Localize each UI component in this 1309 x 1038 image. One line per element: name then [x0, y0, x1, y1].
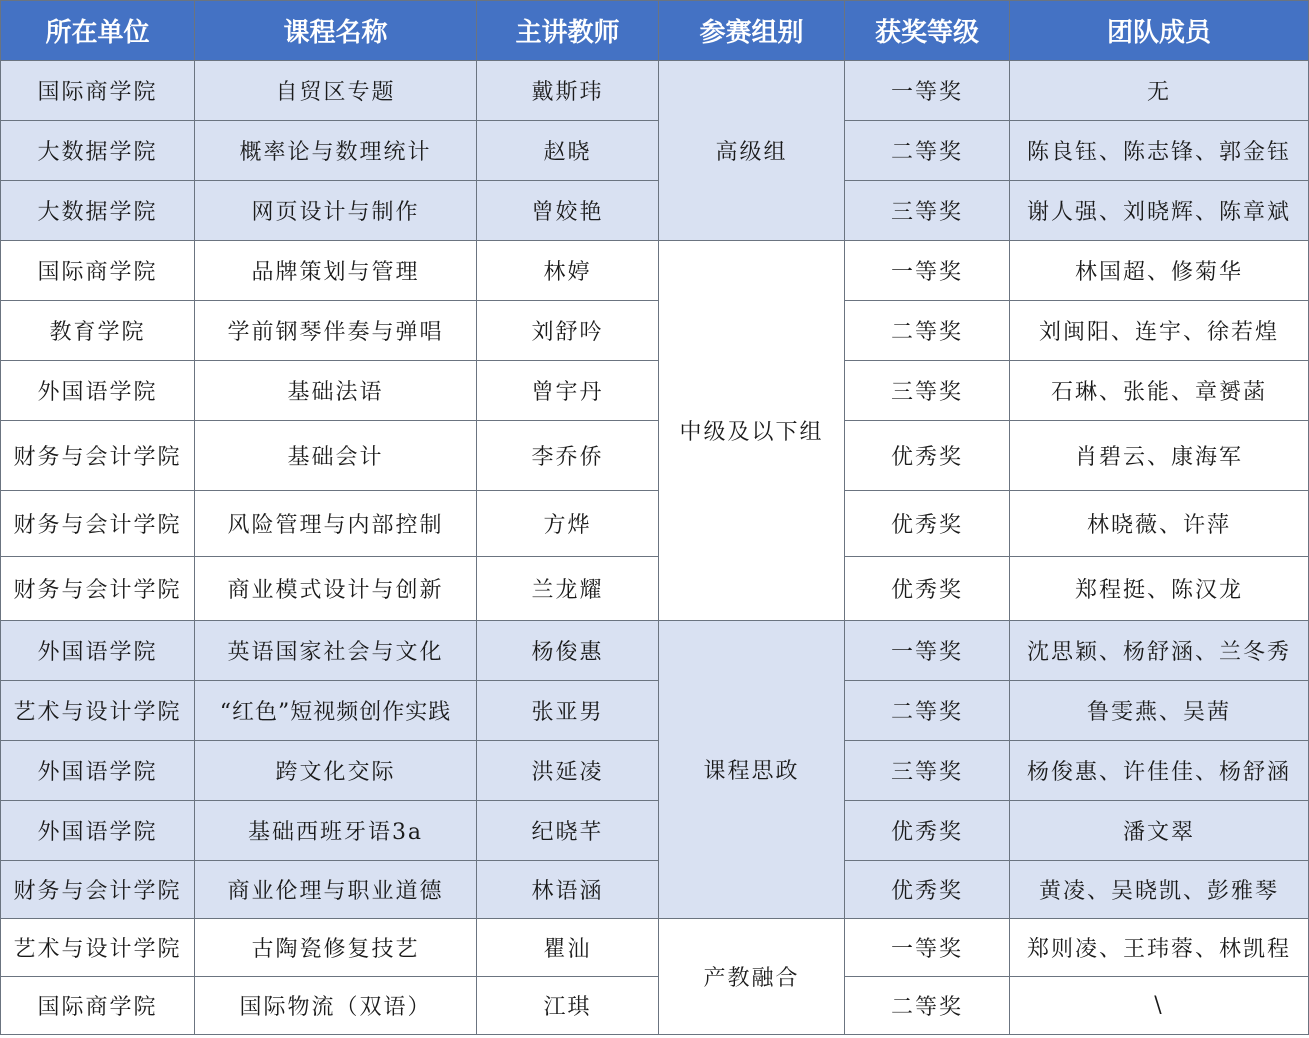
table-row: [1, 61, 1309, 121]
cell-unit: 财务与会计学院: [1, 861, 195, 919]
cell-course: 网页设计与制作: [195, 181, 477, 241]
cell-level: 三等奖: [845, 181, 1010, 241]
cell-course: 基础法语: [195, 361, 477, 421]
header-row: [1, 1, 1309, 61]
cell-unit: 国际商学院: [1, 241, 195, 301]
header-unit: 所在单位: [1, 1, 195, 61]
cell-team: 谢人强、刘晓辉、陈章斌: [1010, 181, 1309, 241]
cell-unit: 教育学院: [1, 301, 195, 361]
cell-level: 一等奖: [845, 241, 1010, 301]
cell-level: 二等奖: [845, 121, 1010, 181]
cell-team: 无: [1010, 61, 1309, 121]
cell-course: 基础西班牙语3a: [195, 801, 477, 861]
cell-course: 风险管理与内部控制: [195, 491, 477, 557]
cell-unit: 外国语学院: [1, 741, 195, 801]
cell-unit: 国际商学院: [1, 61, 195, 121]
cell-course: 基础会计: [195, 421, 477, 491]
cell-group: 高级组: [659, 61, 845, 241]
cell-unit: 大数据学院: [1, 181, 195, 241]
header-group: 参赛组别: [659, 1, 845, 61]
cell-course: 品牌策划与管理: [195, 241, 477, 301]
table-row: [1, 681, 1309, 741]
cell-unit: 艺术与设计学院: [1, 681, 195, 741]
cell-teacher: 瞿汕: [477, 919, 659, 977]
cell-unit: 外国语学院: [1, 361, 195, 421]
header-teacher: 主讲教师: [477, 1, 659, 61]
cell-course: 古陶瓷修复技艺: [195, 919, 477, 977]
cell-unit: 财务与会计学院: [1, 557, 195, 621]
header-level: 获奖等级: [845, 1, 1010, 61]
table-row: [1, 301, 1309, 361]
cell-team: 黄凌、吴晓凯、彭雅琴: [1010, 861, 1309, 919]
cell-teacher: 赵晓: [477, 121, 659, 181]
cell-unit: 财务与会计学院: [1, 491, 195, 557]
cell-level: 优秀奖: [845, 801, 1010, 861]
cell-team: 刘闽阳、连宇、徐若煌: [1010, 301, 1309, 361]
table-row: [1, 361, 1309, 421]
cell-level: 二等奖: [845, 681, 1010, 741]
cell-course: 概率论与数理统计: [195, 121, 477, 181]
cell-course: 商业伦理与职业道德: [195, 861, 477, 919]
cell-team: \: [1010, 977, 1309, 1035]
cell-team: 林晓薇、许萍: [1010, 491, 1309, 557]
cell-unit: 国际商学院: [1, 977, 195, 1035]
table-row: [1, 621, 1309, 681]
table-row: [1, 241, 1309, 301]
cell-team: 杨俊惠、许佳佳、杨舒涵: [1010, 741, 1309, 801]
cell-level: 优秀奖: [845, 861, 1010, 919]
cell-teacher: 林语涵: [477, 861, 659, 919]
cell-team: 郑程挺、陈汉龙: [1010, 557, 1309, 621]
cell-team: 陈良钰、陈志锋、郭金钰: [1010, 121, 1309, 181]
header-course: 课程名称: [195, 1, 477, 61]
cell-level: 优秀奖: [845, 491, 1010, 557]
table-row: [1, 919, 1309, 977]
cell-unit: 财务与会计学院: [1, 421, 195, 491]
cell-course: “红色”短视频创作实践: [195, 681, 477, 741]
cell-level: 三等奖: [845, 741, 1010, 801]
cell-course: 学前钢琴伴奏与弹唱: [195, 301, 477, 361]
cell-teacher: 戴斯玮: [477, 61, 659, 121]
cell-unit: 外国语学院: [1, 621, 195, 681]
table-row: [1, 491, 1309, 557]
cell-level: 优秀奖: [845, 557, 1010, 621]
cell-teacher: 李乔侨: [477, 421, 659, 491]
cell-teacher: 洪延凌: [477, 741, 659, 801]
cell-course: 英语国家社会与文化: [195, 621, 477, 681]
cell-teacher: 张亚男: [477, 681, 659, 741]
cell-teacher: 刘舒吟: [477, 301, 659, 361]
cell-team: 潘文翠: [1010, 801, 1309, 861]
cell-course: 自贸区专题: [195, 61, 477, 121]
cell-level: 一等奖: [845, 61, 1010, 121]
table-row: [1, 557, 1309, 621]
cell-course: 商业模式设计与创新: [195, 557, 477, 621]
table-row: [1, 121, 1309, 181]
cell-group: 课程思政: [659, 621, 845, 919]
cell-unit: 艺术与设计学院: [1, 919, 195, 977]
cell-level: 一等奖: [845, 919, 1010, 977]
cell-team: 郑则凌、王玮蓉、林凯程: [1010, 919, 1309, 977]
cell-team: 石琳、张能、章赟菡: [1010, 361, 1309, 421]
cell-level: 二等奖: [845, 301, 1010, 361]
cell-teacher: 方烨: [477, 491, 659, 557]
cell-teacher: 江琪: [477, 977, 659, 1035]
table-row: [1, 741, 1309, 801]
cell-group: 中级及以下组: [659, 241, 845, 621]
table-row: [1, 421, 1309, 491]
header-team: 团队成员: [1010, 1, 1309, 61]
cell-teacher: 兰龙耀: [477, 557, 659, 621]
cell-unit: 大数据学院: [1, 121, 195, 181]
table-row: [1, 181, 1309, 241]
cell-course: 跨文化交际: [195, 741, 477, 801]
cell-unit: 外国语学院: [1, 801, 195, 861]
cell-course: 国际物流（双语）: [195, 977, 477, 1035]
cell-level: 二等奖: [845, 977, 1010, 1035]
cell-level: 三等奖: [845, 361, 1010, 421]
cell-group: 产教融合: [659, 919, 845, 1035]
cell-team: 沈思颖、杨舒涵、兰冬秀: [1010, 621, 1309, 681]
cell-team: 林国超、修菊华: [1010, 241, 1309, 301]
cell-level: 一等奖: [845, 621, 1010, 681]
cell-teacher: 纪晓芊: [477, 801, 659, 861]
table-row: [1, 801, 1309, 861]
cell-teacher: 曾姣艳: [477, 181, 659, 241]
table-row: [1, 861, 1309, 919]
cell-teacher: 杨俊惠: [477, 621, 659, 681]
cell-team: 鲁雯燕、吴茜: [1010, 681, 1309, 741]
cell-teacher: 林婷: [477, 241, 659, 301]
cell-teacher: 曾宇丹: [477, 361, 659, 421]
cell-team: 肖碧云、康海军: [1010, 421, 1309, 491]
cell-level: 优秀奖: [845, 421, 1010, 491]
table-row: [1, 977, 1309, 1035]
